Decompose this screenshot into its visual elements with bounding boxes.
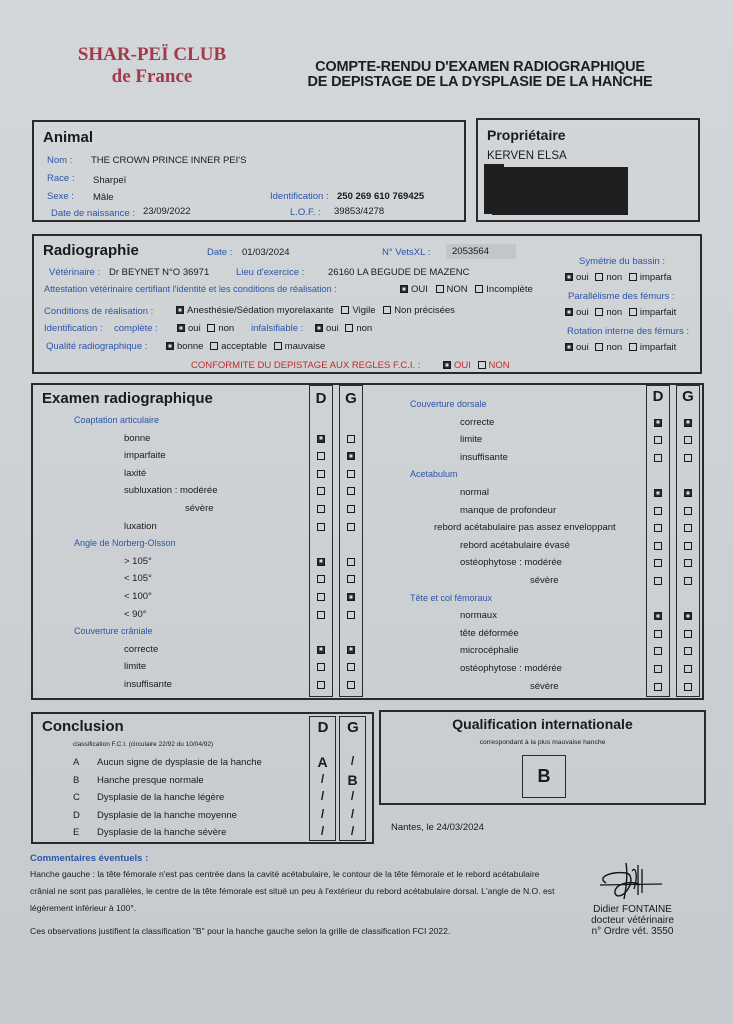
identification-label: Identification : (44, 323, 103, 334)
conclusion-grade-label: Dysplasie de la hanche légère (97, 792, 225, 803)
examen-section-title: Tête et col fémoraux (410, 592, 493, 603)
examen-item-label: > 105° (124, 555, 152, 567)
right-d-header: D (652, 388, 664, 405)
date-label: Date : (207, 247, 233, 258)
right-g-header: G (682, 388, 694, 405)
conditions-vigile-label: Vigile (352, 305, 376, 316)
conclusion-d-header: D (317, 719, 329, 736)
examen-d-checkbox[interactable] (317, 523, 325, 531)
examen-item-label: normal (460, 487, 490, 498)
examen-d-checkbox[interactable] (654, 559, 662, 567)
conclusion-g-header: G (347, 719, 359, 736)
conditions-options (176, 305, 455, 316)
symetrie-label: Symétrie du bassin : (579, 256, 666, 267)
document-title-line1: COMPTE-RENDU D'EXAMEN RADIOGRAPHIQUE (315, 59, 645, 75)
examen-item-label: sévère (530, 680, 559, 692)
complete-options (177, 323, 234, 334)
parallelisme-non-checkbox[interactable] (595, 308, 603, 316)
parallelisme-oui-checkbox[interactable] (565, 308, 573, 316)
examen-g-checkbox[interactable] (684, 507, 692, 515)
examen-item-label: rebord acétabulaire évasé (460, 539, 570, 551)
qualification-subtitle: correspondant à la plus mauvaise hanche (479, 739, 606, 746)
conclusion-grade-letter: A (73, 757, 80, 768)
redaction-block (492, 167, 628, 215)
comments-heading: Commentaires éventuels : (30, 853, 149, 864)
conclusion-d-value: / (320, 789, 325, 803)
lieu-value: 26160 LA BEGUDE DE MAZENC (328, 267, 470, 278)
conclusion-grade-label: Dysplasie de la hanche sévère (97, 827, 227, 838)
examen-section-title: Coaptation articulaire (74, 415, 160, 425)
examen-d-checkbox[interactable] (317, 575, 325, 583)
conformite-options (443, 360, 510, 371)
proprietaire-heading: Propriétaire (487, 127, 566, 143)
examen-item-label: correcte (460, 416, 495, 428)
examen-g-checkbox[interactable] (684, 647, 692, 655)
examen-item-label: < 105° (124, 573, 152, 585)
examen-item-label: tête déformée (460, 627, 519, 639)
conclusion-g-value: / (350, 754, 355, 768)
nom-value: THE CROWN PRINCE INNER PEI'S (91, 155, 247, 166)
examen-item-label: correcte (124, 643, 159, 655)
examen-item-label: < 100° (124, 591, 152, 602)
animal-heading: Animal (43, 129, 94, 146)
examen-g-checkbox[interactable] (684, 489, 692, 497)
infalsifiable-non-checkbox[interactable] (345, 324, 353, 332)
parallelisme-non-label: non (606, 307, 623, 318)
examen-g-checkbox[interactable] (347, 611, 355, 619)
conclusion-heading: Conclusion (42, 718, 124, 735)
examen-g-checkbox[interactable] (347, 558, 355, 566)
examen-item-label: ostéophytose : modérée (460, 557, 562, 569)
examen-item-label: < 90° (124, 608, 147, 620)
attestation-label: Attestation vétérinaire certifiant l'identité et les conditions de réalisation : (44, 284, 337, 294)
symetrie-imparfait-checkbox[interactable] (629, 273, 637, 281)
examen-section-title: Acetabulum (410, 469, 458, 480)
examen-g-checkbox[interactable] (347, 681, 355, 689)
attestation-oui-label: OUI (411, 284, 428, 295)
examen-g-checkbox[interactable] (684, 559, 692, 567)
parallelisme-imparfait-label: imparfait (639, 307, 677, 318)
examen-item-label: insuffisante (460, 451, 508, 463)
rotation-non-checkbox[interactable] (595, 343, 603, 351)
conclusion-grade-letter: D (73, 809, 80, 821)
conclusion-g-value: / (350, 824, 355, 838)
lof-value: 39853/4278 (334, 206, 385, 217)
comments-paragraph-2: Ces observations justifient la classification "B" pour la hanche gauche selon la grille de classification FCI 2022. (30, 926, 451, 936)
comments-paragraph-1: Hanche gauche : la tête fémorale n'est pas centrée dans la cavité acétabulaire, le contour de la tête fémorale et le rebord acétabulaire crânial ne sont pas parallèles, le centre de la tête fémorale est situé un peu à l'extérieur du rebord acétabulaire dorsal. L'angle de N.O. est légèrement inférieur à 100°. (30, 869, 555, 913)
examen-item-label: ostéophytose : modérée (460, 663, 562, 674)
proprietaire-name: KERVEN ELSA (487, 150, 567, 162)
examen-d-checkbox[interactable] (317, 435, 325, 443)
place-date: Nantes, le 24/03/2024 (391, 822, 484, 833)
qualite-bonne-checkbox[interactable] (166, 342, 174, 350)
examen-g-checkbox[interactable] (684, 524, 692, 532)
left-d-header: D (315, 390, 327, 407)
examen-d-checkbox[interactable] (317, 611, 325, 619)
examen-d-checkbox[interactable] (654, 419, 662, 427)
conformite-oui-checkbox[interactable] (443, 361, 451, 369)
qualite-mauvaise-checkbox[interactable] (274, 342, 282, 350)
sexe-label: Sexe : (47, 191, 74, 202)
qualite-options (166, 341, 325, 352)
examen-d-checkbox[interactable] (654, 683, 662, 691)
examen-g-checkbox[interactable] (684, 665, 692, 673)
conformite-non-checkbox[interactable] (478, 361, 486, 369)
examen-section-title: Couverture crâniale (74, 626, 153, 637)
symetrie-oui-checkbox[interactable] (565, 273, 573, 281)
lof-label: L.O.F. : (290, 207, 321, 218)
examen-g-checkbox[interactable] (347, 487, 355, 495)
qualite-bonne-label: bonne (177, 341, 204, 352)
infalsifiable-options (315, 323, 372, 334)
examen-d-checkbox[interactable] (317, 593, 325, 601)
examen-item-label: sévère (185, 503, 214, 514)
examen-item-label: luxation (124, 520, 157, 532)
examen-item-label: bonne (124, 432, 151, 444)
examen-item-label: subluxation : modérée (124, 485, 218, 497)
conclusion-g-value: B (347, 771, 358, 788)
examen-item-label: sévère (530, 575, 559, 586)
qualification-section (379, 710, 706, 805)
examen-d-checkbox[interactable] (317, 470, 325, 478)
examen-g-checkbox[interactable] (347, 646, 355, 654)
vetsxl-value: 2053564 (446, 244, 516, 259)
attestation-oui-checkbox[interactable] (400, 285, 408, 293)
signer-name: Didier FONTAINE (593, 904, 672, 915)
examen-g-checkbox[interactable] (347, 435, 355, 443)
animal-section (32, 120, 466, 222)
date-value: 01/03/2024 (242, 247, 290, 258)
conclusion-d-value: / (320, 806, 325, 821)
qualite-label: Qualité radiographique : (46, 341, 148, 352)
rotation-imparfait-checkbox[interactable] (629, 343, 637, 351)
veterinaire-value: Dr BEYNET N°O 36971 (109, 267, 210, 278)
examen-g-checkbox[interactable] (347, 575, 355, 583)
conclusion-grade-letter: C (73, 792, 80, 803)
examen-g-checkbox[interactable] (684, 683, 692, 691)
examen-g-checkbox[interactable] (347, 470, 355, 478)
qualite-acceptable-label: acceptable (221, 341, 268, 352)
examen-d-checkbox[interactable] (654, 612, 662, 620)
examen-section (31, 383, 704, 700)
identification-label: Identification : (270, 191, 329, 202)
examen-d-checkbox[interactable] (317, 663, 325, 671)
examen-g-checkbox[interactable] (684, 577, 692, 585)
conditions-non-precisees-label: Non précisées (394, 305, 455, 316)
examen-d-checkbox[interactable] (654, 507, 662, 515)
symetrie-options (565, 272, 672, 283)
examen-g-checkbox[interactable] (684, 630, 692, 638)
complete-oui-label: oui (188, 323, 201, 334)
complete-non-checkbox[interactable] (207, 324, 215, 332)
symetrie-non-label: non (606, 272, 623, 283)
examen-d-checkbox[interactable] (654, 454, 662, 462)
examen-item-label: normaux (460, 610, 497, 622)
examen-d-checkbox[interactable] (317, 558, 325, 566)
examen-item-label: imparfaite (124, 450, 166, 462)
signature-block (570, 904, 695, 937)
identification-value: 250 269 610 769425 (337, 191, 425, 202)
conclusion-section (31, 712, 374, 844)
conditions-label: Conditions de réalisation : (44, 306, 154, 317)
examen-item-label: limite (124, 661, 147, 673)
proprietaire-section (476, 118, 700, 222)
rotation-imparfait-label: imparfait (639, 342, 677, 353)
conditions-anesthesie-label: Anesthésie/Sédation myorelaxante (187, 305, 334, 316)
attestation-non-checkbox[interactable] (436, 285, 444, 293)
signer-ordre: n° Ordre vét. 3550 (591, 926, 674, 937)
examen-item-label: insuffisante (124, 679, 172, 690)
complete-oui-checkbox[interactable] (177, 324, 185, 332)
conclusion-grade-letter: E (73, 827, 80, 838)
examen-g-checkbox[interactable] (684, 419, 692, 427)
complete-non-label: non (218, 323, 235, 334)
symetrie-oui-label: oui (576, 272, 589, 283)
attestation-incomplete-checkbox[interactable] (475, 285, 483, 293)
rotation-non-label: non (606, 342, 623, 353)
examen-item-label: microcéphalie (460, 645, 519, 657)
examen-d-checkbox[interactable] (317, 681, 325, 689)
left-g-header: G (345, 390, 357, 407)
qualite-mauvaise-label: mauvaise (284, 341, 326, 352)
conclusion-grade-letter: B (73, 774, 80, 786)
vetsxl-label: N° VetsXL : (382, 247, 431, 258)
parallelisme-imparfait-checkbox[interactable] (629, 308, 637, 316)
examen-g-checkbox[interactable] (684, 612, 692, 620)
naissance-value: 23/09/2022 (143, 206, 191, 217)
conditions-anesthesie-checkbox[interactable] (176, 306, 184, 314)
infalsifiable-non-label: non (356, 323, 373, 334)
conclusion-d-value: / (320, 824, 325, 838)
club-logo-line1: SHAR-PEÏ CLUB (77, 44, 227, 65)
infalsifiable-label: infalsifiable : (251, 323, 304, 334)
examen-d-checkbox[interactable] (654, 542, 662, 550)
qualification-heading: Qualification internationale (452, 716, 633, 732)
signer-title: docteur vétérinaire (591, 915, 674, 926)
examen-d-checkbox[interactable] (317, 505, 325, 513)
conformite-oui-label: OUI (454, 360, 471, 371)
naissance-label: Date de naissance : (51, 208, 135, 219)
conclusion-d-value: / (320, 771, 325, 786)
rotation-options (565, 342, 676, 353)
examen-g-checkbox[interactable] (347, 505, 355, 513)
sexe-value: Mâle (93, 192, 114, 203)
document-title-line2: DE DEPISTAGE DE LA DYSPLASIE DE LA HANCHE (307, 74, 653, 90)
parallelisme-oui-label: oui (576, 307, 589, 318)
examen-d-checkbox[interactable] (317, 487, 325, 495)
attestation-non-label: NON (446, 284, 468, 295)
examen-section-title: Couverture dorsale (410, 399, 487, 409)
race-label: Race : (47, 173, 75, 184)
examen-d-checkbox[interactable] (654, 489, 662, 497)
parallelisme-options (565, 307, 676, 318)
race-value: Sharpeï (93, 175, 127, 186)
examen-g-checkbox[interactable] (347, 663, 355, 671)
conclusion-g-value: / (350, 806, 355, 821)
examen-section-title: Angle de Norberg-Olsson (74, 538, 176, 549)
infalsifiable-oui-checkbox[interactable] (315, 324, 323, 332)
conclusion-d-value: A (317, 754, 328, 770)
attestation-incomplete-label: Incomplète (486, 284, 533, 295)
conclusion-grade-label: Hanche presque normale (97, 774, 204, 786)
veterinaire-label: Vétérinaire : (49, 267, 101, 278)
examen-d-checkbox[interactable] (654, 630, 662, 638)
conclusion-g-value: / (350, 789, 355, 803)
examen-d-checkbox[interactable] (654, 647, 662, 655)
rotation-oui-label: oui (576, 342, 589, 353)
symetrie-imparfait-label: imparfa (639, 272, 672, 283)
nom-label: Nom : (47, 155, 73, 166)
conclusion-grade-label: Dysplasie de la hanche moyenne (97, 809, 237, 821)
conformite-non-label: NON (488, 360, 510, 371)
attestation-options (400, 284, 533, 295)
examen-item-label: laxité (124, 467, 147, 479)
examen-d-checkbox[interactable] (654, 436, 662, 444)
rotation-label: Rotation interne des fémurs : (567, 326, 689, 337)
examen-g-checkbox[interactable] (684, 542, 692, 550)
conditions-non-precisees-checkbox[interactable] (383, 306, 391, 314)
examen-d-checkbox[interactable] (654, 665, 662, 673)
examen-d-checkbox[interactable] (317, 646, 325, 654)
examen-g-checkbox[interactable] (347, 523, 355, 531)
examen-d-checkbox[interactable] (317, 452, 325, 460)
complete-label: complète : (114, 323, 158, 334)
radiographie-section (32, 234, 702, 374)
examen-d-checkbox[interactable] (654, 577, 662, 585)
lieu-label: Lieu d'exercice : (236, 267, 305, 278)
examen-g-checkbox[interactable] (684, 454, 692, 462)
signature-image (592, 855, 672, 905)
radiographie-heading: Radiographie (43, 242, 139, 259)
examen-g-checkbox[interactable] (347, 452, 355, 460)
parallelisme-label: Parallélisme des fémurs : (568, 291, 675, 302)
conditions-vigile-checkbox[interactable] (341, 306, 349, 314)
examen-item-label: limite (460, 434, 483, 446)
examen-item-label: manque de profondeur (460, 504, 557, 516)
examen-d-checkbox[interactable] (654, 524, 662, 532)
conclusion-subtitle: classification F.C.I. (circulaire 22/92 du 10/04/92) (73, 741, 214, 748)
examen-item-label: rebord acétabulaire pas assez enveloppant (434, 522, 616, 534)
examen-heading: Examen radiographique (42, 390, 213, 407)
conformite-label: CONFORMITE DU DEPISTAGE AUX REGLES F.C.I. : (191, 360, 421, 371)
qualification-grade: B (522, 755, 566, 798)
examen-g-checkbox[interactable] (684, 436, 692, 444)
qualite-acceptable-checkbox[interactable] (210, 342, 218, 350)
conclusion-grade-label: Aucun signe de dysplasie de la hanche (97, 757, 262, 768)
infalsifiable-oui-label: oui (326, 323, 339, 334)
club-logo-line2: de France (111, 66, 193, 87)
symetrie-non-checkbox[interactable] (595, 273, 603, 281)
examen-g-checkbox[interactable] (347, 593, 355, 601)
rotation-oui-checkbox[interactable] (565, 343, 573, 351)
